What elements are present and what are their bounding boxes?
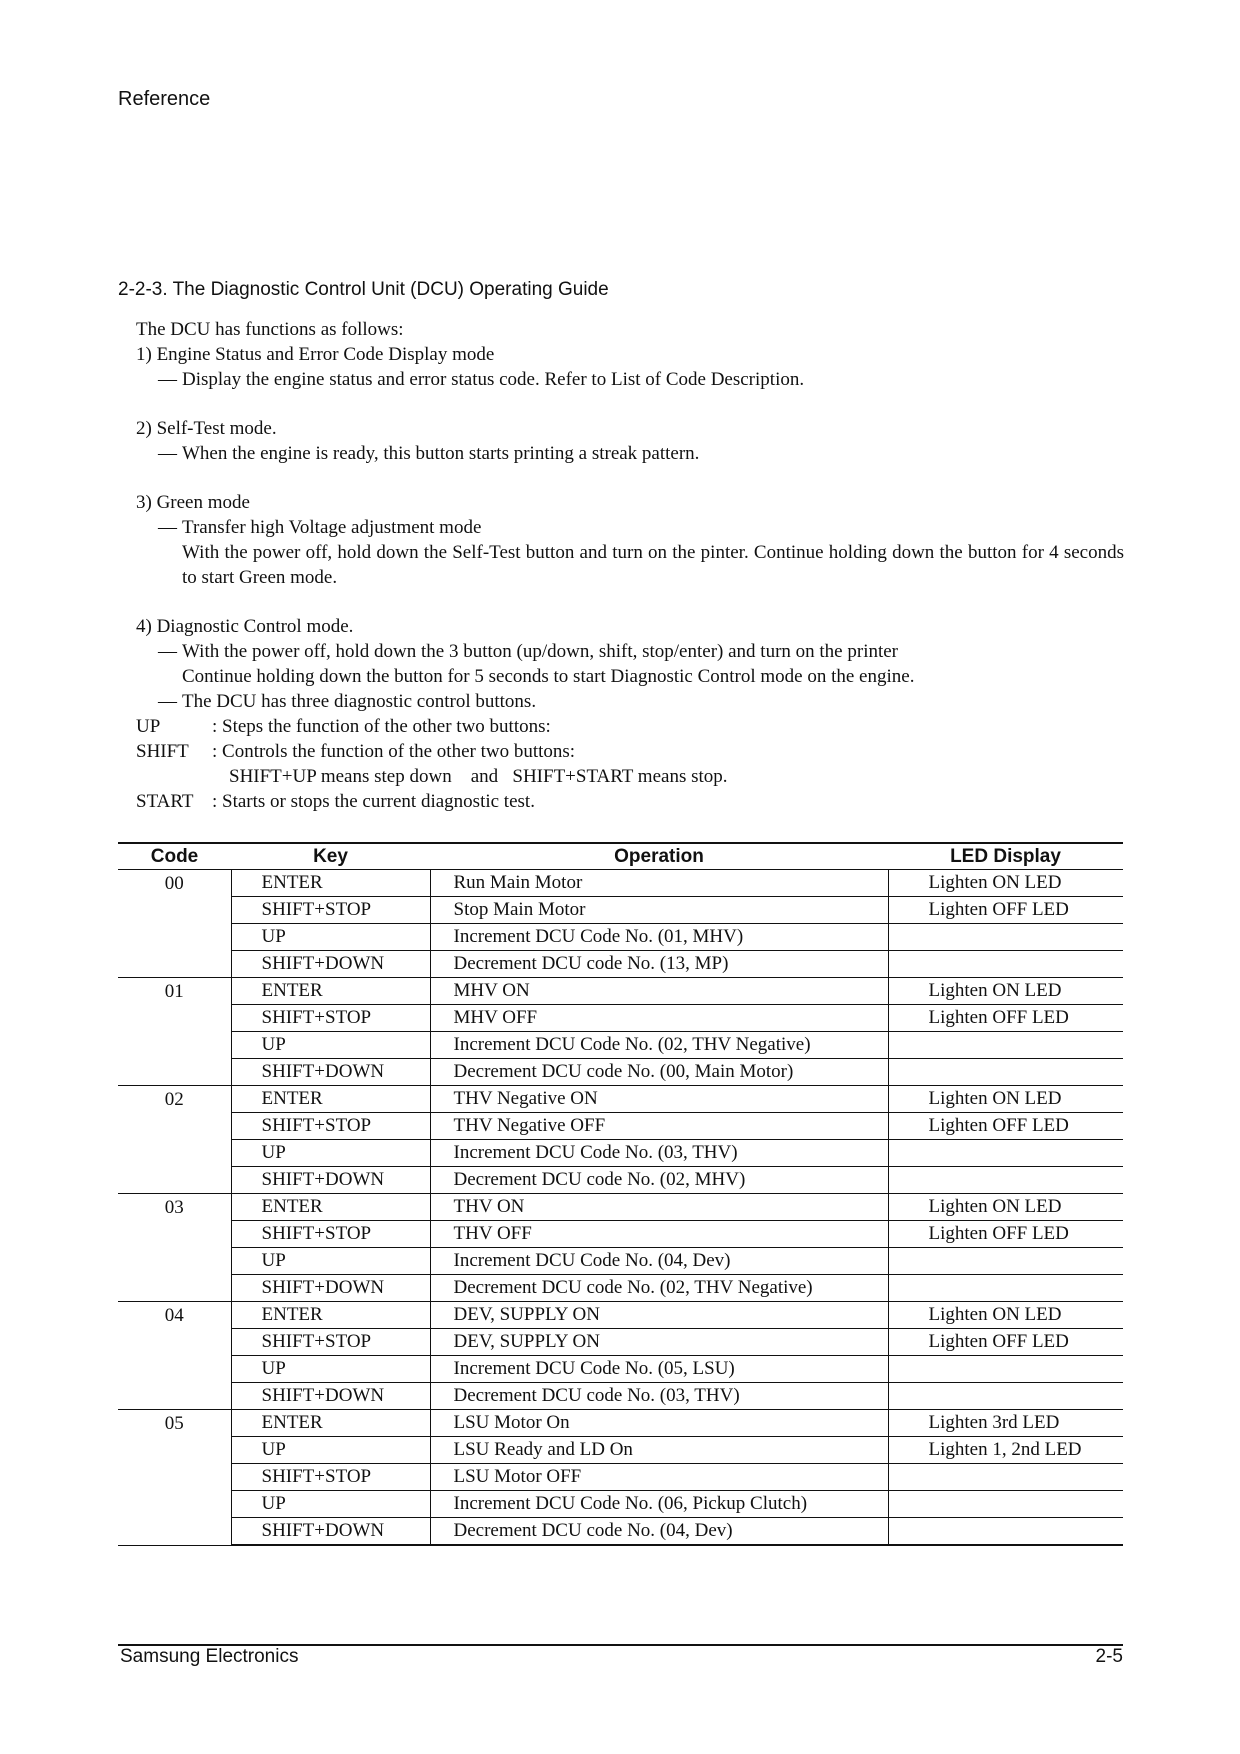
operation-cell: Decrement DCU code No. (03, THV) bbox=[430, 1383, 888, 1410]
button-shift-sub: SHIFT+UP means step down and SHIFT+START means stop. bbox=[229, 766, 728, 787]
code-cell: 03 bbox=[118, 1194, 231, 1302]
mode-3-bullet: — Transfer high Voltage adjustment mode bbox=[158, 517, 482, 538]
operation-cell: Decrement DCU code No. (00, Main Motor) bbox=[430, 1059, 888, 1086]
key-cell: SHIFT+DOWN bbox=[231, 1167, 430, 1194]
table-row bbox=[118, 1005, 1123, 1032]
operation-cell: Decrement DCU code No. (02, MHV) bbox=[430, 1167, 888, 1194]
operation-cell: THV Negative OFF bbox=[430, 1113, 888, 1140]
operation-cell: THV OFF bbox=[430, 1221, 888, 1248]
code-cell: 02 bbox=[118, 1086, 231, 1194]
operation-cell: Stop Main Motor bbox=[430, 897, 888, 924]
operation-cell: Increment DCU Code No. (06, Pickup Clutch) bbox=[430, 1491, 888, 1518]
operation-cell: THV ON bbox=[430, 1194, 888, 1221]
footer-page-number: 2-5 bbox=[1095, 1646, 1123, 1667]
button-key: UP bbox=[136, 716, 161, 737]
operation-cell: DEV, SUPPLY ON bbox=[430, 1302, 888, 1329]
operation-cell: THV Negative ON bbox=[430, 1086, 888, 1113]
key-cell: UP bbox=[231, 1491, 430, 1518]
table-row bbox=[118, 1167, 1123, 1194]
key-cell: SHIFT+DOWN bbox=[231, 951, 430, 978]
led-display-cell: Lighten ON LED bbox=[888, 1086, 1123, 1113]
key-cell: ENTER bbox=[231, 1410, 430, 1437]
led-display-cell bbox=[888, 1032, 1123, 1059]
table-header-row bbox=[118, 843, 1123, 870]
code-cell: 05 bbox=[118, 1410, 231, 1546]
table-row bbox=[118, 1221, 1123, 1248]
table-row bbox=[118, 1032, 1123, 1059]
intro-text bbox=[136, 317, 1124, 814]
led-display-cell bbox=[888, 924, 1123, 951]
table-row bbox=[118, 1518, 1123, 1546]
key-cell: UP bbox=[231, 1032, 430, 1059]
led-display-cell bbox=[888, 1059, 1123, 1086]
led-display-cell bbox=[888, 1518, 1123, 1546]
button-desc: : Starts or stops the current diagnostic test. bbox=[212, 791, 535, 812]
led-display-cell bbox=[888, 1383, 1123, 1410]
mode-1-bullet: — Display the engine status and error status code. Refer to List of Code Description. bbox=[158, 369, 805, 390]
key-cell: UP bbox=[231, 1140, 430, 1167]
led-display-cell bbox=[888, 1167, 1123, 1194]
button-key: START bbox=[136, 791, 194, 812]
led-display-cell: Lighten OFF LED bbox=[888, 1329, 1123, 1356]
table-row bbox=[118, 1437, 1123, 1464]
led-display-cell: Lighten ON LED bbox=[888, 870, 1123, 897]
mode-2-title: 2) Self-Test mode. bbox=[136, 418, 277, 439]
button-up-desc bbox=[136, 714, 1124, 739]
led-display-cell bbox=[888, 1356, 1123, 1383]
led-display-cell bbox=[888, 951, 1123, 978]
led-display-cell: Lighten OFF LED bbox=[888, 1221, 1123, 1248]
table-row bbox=[118, 1356, 1123, 1383]
led-display-cell bbox=[888, 1464, 1123, 1491]
button-start-desc bbox=[136, 789, 1124, 814]
column-header-operation: Operation bbox=[430, 843, 888, 870]
table-row bbox=[118, 978, 1123, 1005]
led-display-cell bbox=[888, 1491, 1123, 1518]
mode-3-title: 3) Green mode bbox=[136, 492, 250, 513]
operation-cell: Increment DCU Code No. (03, THV) bbox=[430, 1140, 888, 1167]
operation-cell: LSU Ready and LD On bbox=[430, 1437, 888, 1464]
button-shift-desc bbox=[136, 739, 1124, 764]
operation-cell: DEV, SUPPLY ON bbox=[430, 1329, 888, 1356]
table-row bbox=[118, 951, 1123, 978]
led-display-cell: Lighten 3rd LED bbox=[888, 1410, 1123, 1437]
key-cell: UP bbox=[231, 924, 430, 951]
dcu-code-table bbox=[118, 842, 1123, 1546]
table-row bbox=[118, 924, 1123, 951]
button-key: SHIFT bbox=[136, 741, 189, 762]
led-display-cell bbox=[888, 1248, 1123, 1275]
dash-icon: — bbox=[158, 443, 177, 464]
footer-company: Samsung Electronics bbox=[120, 1646, 299, 1667]
code-cell: 00 bbox=[118, 870, 231, 978]
table-row bbox=[118, 1275, 1123, 1302]
dash-icon: — bbox=[158, 369, 177, 390]
key-cell: ENTER bbox=[231, 1086, 430, 1113]
key-cell: SHIFT+DOWN bbox=[231, 1275, 430, 1302]
key-cell: ENTER bbox=[231, 978, 430, 1005]
operation-cell: LSU Motor OFF bbox=[430, 1464, 888, 1491]
mode-4-bullet-2: — The DCU has three diagnostic control buttons. bbox=[158, 691, 537, 712]
operation-cell: Increment DCU Code No. (02, THV Negative) bbox=[430, 1032, 888, 1059]
key-cell: SHIFT+DOWN bbox=[231, 1383, 430, 1410]
key-cell: UP bbox=[231, 1356, 430, 1383]
table-body bbox=[118, 870, 1123, 1546]
key-cell: ENTER bbox=[231, 1302, 430, 1329]
key-cell: SHIFT+STOP bbox=[231, 1221, 430, 1248]
led-display-cell bbox=[888, 1140, 1123, 1167]
key-cell: SHIFT+STOP bbox=[231, 1113, 430, 1140]
mode-4-title: 4) Diagnostic Control mode. bbox=[136, 616, 354, 637]
table-row bbox=[118, 1491, 1123, 1518]
table-row bbox=[118, 1194, 1123, 1221]
operation-cell: Increment DCU Code No. (04, Dev) bbox=[430, 1248, 888, 1275]
mode-1-title: 1) Engine Status and Error Code Display mode bbox=[136, 344, 495, 365]
table-row bbox=[118, 1329, 1123, 1356]
operation-cell: Decrement DCU code No. (04, Dev) bbox=[430, 1518, 888, 1546]
dash-icon: — bbox=[158, 691, 177, 712]
intro-lead: The DCU has functions as follows: bbox=[136, 319, 404, 340]
key-cell: SHIFT+STOP bbox=[231, 1329, 430, 1356]
key-cell: UP bbox=[231, 1437, 430, 1464]
table-row bbox=[118, 1464, 1123, 1491]
mode-3-paragraph: With the power off, hold down the Self-Test button and turn on the pinter. Continue holding down the button for 4 seconds to start Green mode. bbox=[182, 542, 1124, 588]
table-row bbox=[118, 1410, 1123, 1437]
column-header-key: Key bbox=[231, 843, 430, 870]
key-cell: ENTER bbox=[231, 870, 430, 897]
dash-icon: — bbox=[158, 641, 177, 662]
operation-cell: Decrement DCU code No. (13, MP) bbox=[430, 951, 888, 978]
table-row bbox=[118, 1059, 1123, 1086]
key-cell: ENTER bbox=[231, 1194, 430, 1221]
operation-cell: Increment DCU Code No. (05, LSU) bbox=[430, 1356, 888, 1383]
operation-cell: Decrement DCU code No. (02, THV Negative) bbox=[430, 1275, 888, 1302]
led-display-cell: Lighten OFF LED bbox=[888, 897, 1123, 924]
operation-cell: MHV OFF bbox=[430, 1005, 888, 1032]
mode-4-bullet-1: — With the power off, hold down the 3 button (up/down, shift, stop/enter) and turn on the printer bbox=[158, 641, 899, 662]
mode-2-bullet: — When the engine is ready, this button starts printing a streak pattern. bbox=[158, 443, 700, 464]
table-row bbox=[118, 1302, 1123, 1329]
key-cell: SHIFT+STOP bbox=[231, 1005, 430, 1032]
led-display-cell bbox=[888, 1275, 1123, 1302]
key-cell: SHIFT+DOWN bbox=[231, 1518, 430, 1546]
code-cell: 01 bbox=[118, 978, 231, 1086]
operation-cell: MHV ON bbox=[430, 978, 888, 1005]
column-header-code: Code bbox=[118, 843, 231, 870]
dash-icon: — bbox=[158, 517, 177, 538]
mode-4-bullet-1-cont: Continue holding down the button for 5 seconds to start Diagnostic Control mode on the engine. bbox=[182, 666, 915, 687]
operation-cell: Increment DCU Code No. (01, MHV) bbox=[430, 924, 888, 951]
key-cell: SHIFT+STOP bbox=[231, 897, 430, 924]
key-cell: UP bbox=[231, 1248, 430, 1275]
column-header-led-display: LED Display bbox=[888, 843, 1123, 870]
table-row bbox=[118, 1140, 1123, 1167]
button-desc: : Steps the function of the other two buttons: bbox=[212, 716, 551, 737]
button-desc: : Controls the function of the other two buttons: bbox=[212, 741, 576, 762]
led-display-cell: Lighten OFF LED bbox=[888, 1113, 1123, 1140]
operation-cell: Run Main Motor bbox=[430, 870, 888, 897]
key-cell: SHIFT+DOWN bbox=[231, 1059, 430, 1086]
led-display-cell: Lighten ON LED bbox=[888, 1302, 1123, 1329]
table-row bbox=[118, 1248, 1123, 1275]
key-cell: SHIFT+STOP bbox=[231, 1464, 430, 1491]
code-cell: 04 bbox=[118, 1302, 231, 1410]
led-display-cell: Lighten ON LED bbox=[888, 978, 1123, 1005]
table-row bbox=[118, 870, 1123, 897]
led-display-cell: Lighten 1, 2nd LED bbox=[888, 1437, 1123, 1464]
led-display-cell: Lighten ON LED bbox=[888, 1194, 1123, 1221]
table-row bbox=[118, 897, 1123, 924]
table-row bbox=[118, 1113, 1123, 1140]
section-title: 2-2-3. The Diagnostic Control Unit (DCU) Operating Guide bbox=[118, 279, 609, 300]
led-display-cell: Lighten OFF LED bbox=[888, 1005, 1123, 1032]
table-row bbox=[118, 1086, 1123, 1113]
page-header: Reference bbox=[118, 88, 211, 110]
table-row bbox=[118, 1383, 1123, 1410]
operation-cell: LSU Motor On bbox=[430, 1410, 888, 1437]
